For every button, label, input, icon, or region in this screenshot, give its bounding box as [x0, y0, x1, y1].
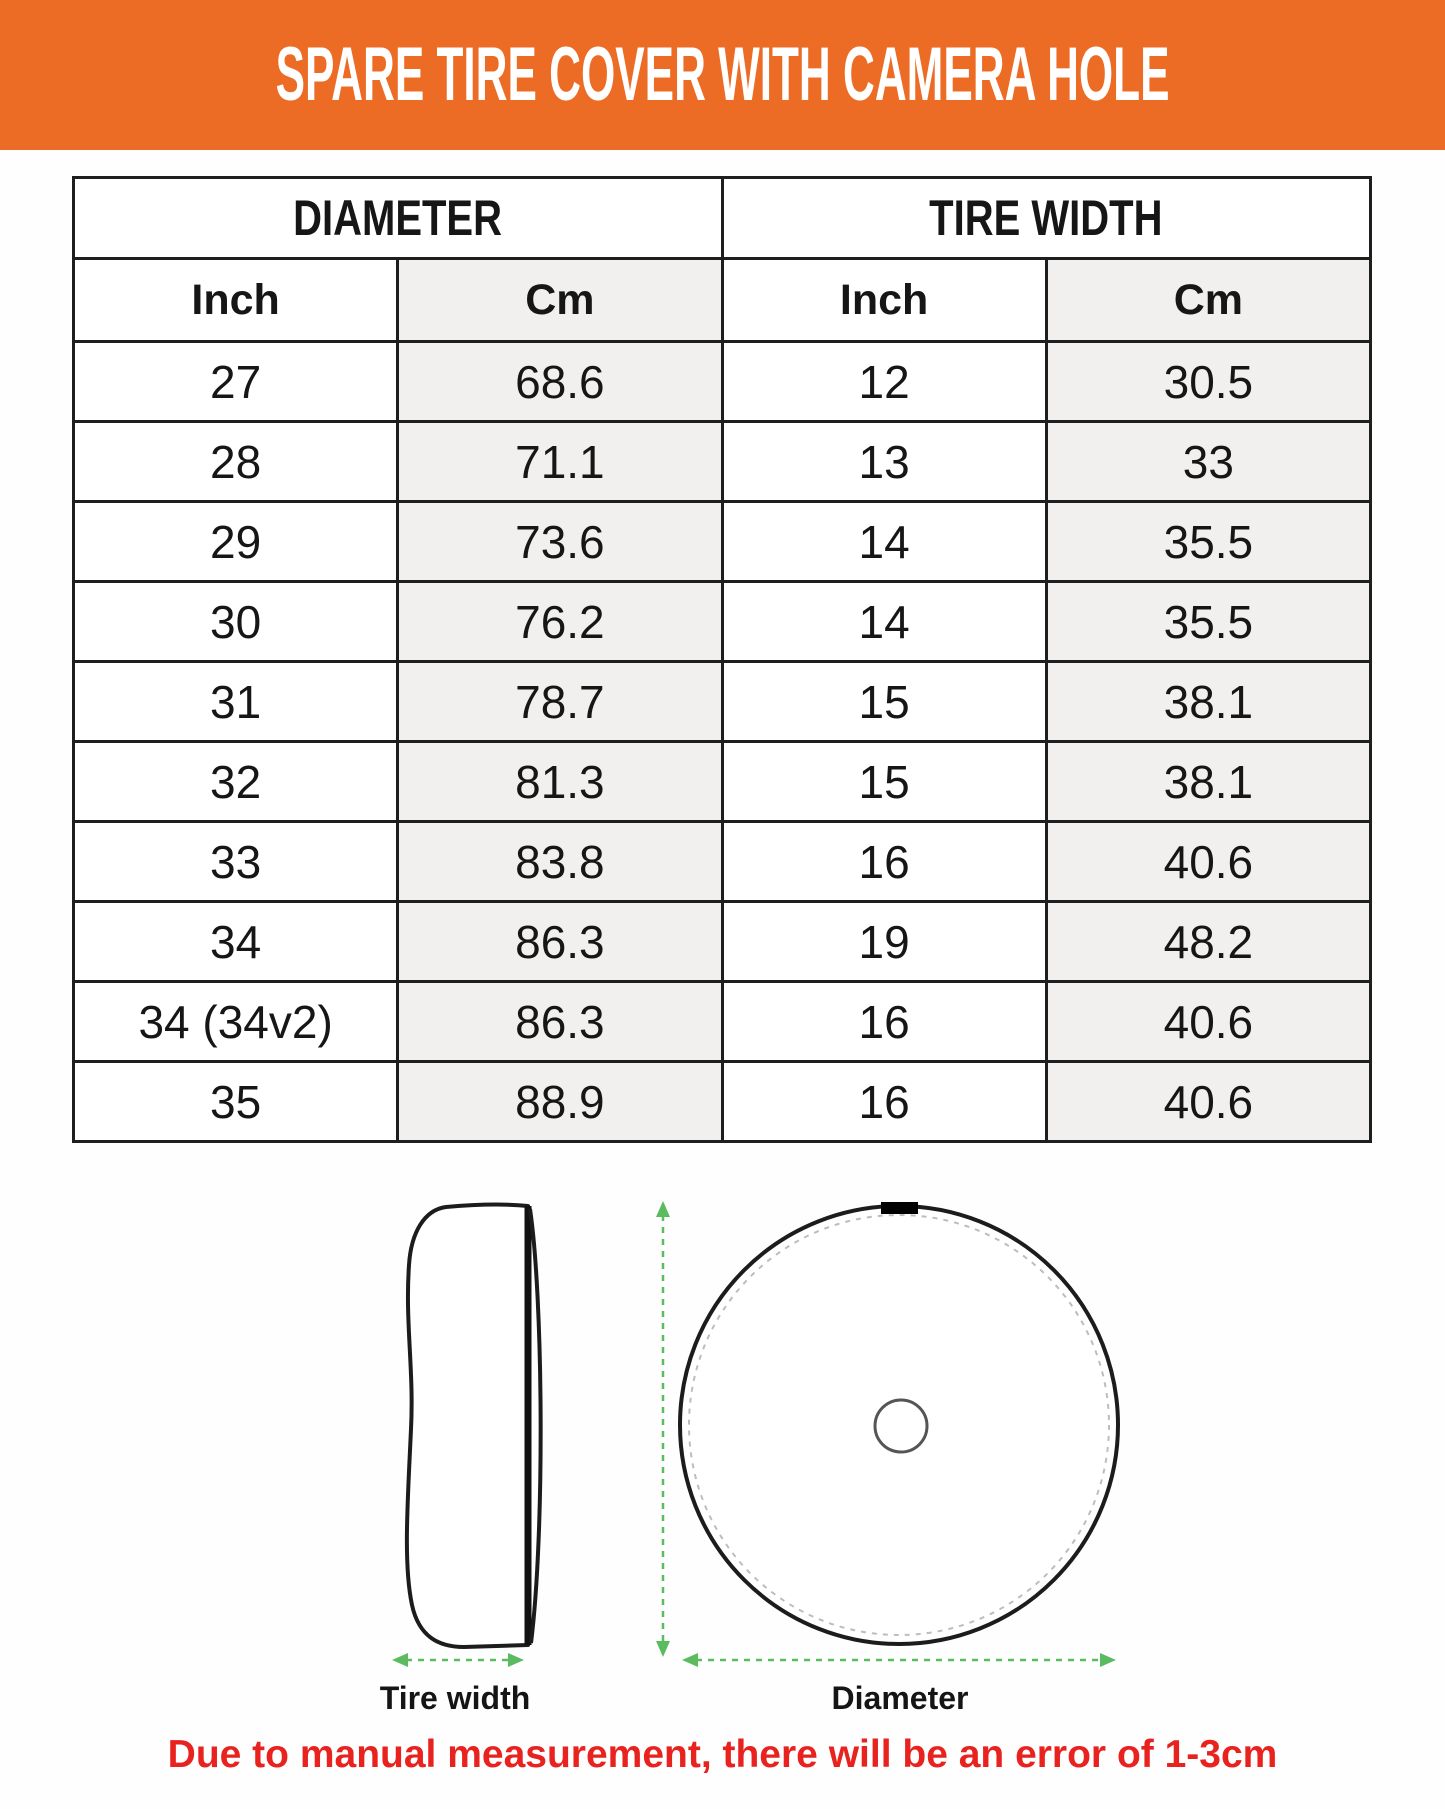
inch-value-cell: 31 — [74, 662, 398, 742]
cm-value-cell: 38.1 — [1046, 742, 1370, 822]
tire-front-view-icon — [676, 1202, 1122, 1648]
measurement-error-note: Due to manual measurement, there will be an error of 1-3cm — [167, 1733, 1278, 1776]
inch-value-cell: 30 — [74, 582, 398, 662]
group-header-row — [74, 178, 1371, 259]
table-row — [74, 502, 1371, 582]
cm-value-cell: 88.9 — [398, 1062, 722, 1142]
hanger-tab — [881, 1202, 918, 1214]
cm-value-cell: 40.6 — [1046, 822, 1370, 902]
diameter-cm-header: Cm — [398, 259, 722, 342]
cm-value-cell: 86.3 — [398, 902, 722, 982]
tire-width-arrow-icon — [392, 1651, 524, 1669]
inch-value-cell: 15 — [722, 742, 1046, 822]
inch-value-cell: 19 — [722, 902, 1046, 982]
inch-value-cell: 28 — [74, 422, 398, 502]
inch-value-cell: 13 — [722, 422, 1046, 502]
cm-value-cell: 68.6 — [398, 342, 722, 422]
inch-value-cell: 16 — [722, 822, 1046, 902]
cm-value-cell: 35.5 — [1046, 502, 1370, 582]
inch-value-cell: 12 — [722, 342, 1046, 422]
header-banner — [0, 0, 1445, 150]
diameter-group-header — [74, 178, 723, 259]
table-row — [74, 742, 1371, 822]
table-row — [74, 1062, 1371, 1142]
inch-value-cell: 16 — [722, 1062, 1046, 1142]
page-title: SPARE TIRE COVER WITH CAMERA HOLE — [275, 32, 1170, 117]
table-row — [74, 662, 1371, 742]
camera-hole-icon — [875, 1400, 927, 1452]
table-row — [74, 982, 1371, 1062]
diameter-label: Diameter — [831, 1680, 969, 1716]
table-row — [74, 822, 1371, 902]
tire-width-inch-header: Inch — [722, 259, 1046, 342]
table-row — [74, 342, 1371, 422]
cm-value-cell: 40.6 — [1046, 982, 1370, 1062]
diameter-inch-header: Inch — [74, 259, 398, 342]
inch-value-cell: 35 — [74, 1062, 398, 1142]
sub-header-row — [74, 259, 1371, 342]
table-row — [74, 582, 1371, 662]
diagram-section — [0, 1143, 1445, 1805]
inch-value-cell: 34 — [74, 902, 398, 982]
tire-width-label: Tire width — [379, 1680, 531, 1716]
table-row — [74, 422, 1371, 502]
inch-value-cell: 34 (34v2) — [74, 982, 398, 1062]
cm-value-cell: 38.1 — [1046, 662, 1370, 742]
cm-value-cell: 33 — [1046, 422, 1370, 502]
cm-value-cell: 48.2 — [1046, 902, 1370, 982]
inch-value-cell: 14 — [722, 502, 1046, 582]
inch-value-cell: 15 — [722, 662, 1046, 742]
tire-side-view-icon — [390, 1201, 548, 1651]
cm-value-cell: 35.5 — [1046, 582, 1370, 662]
cm-value-cell: 78.7 — [398, 662, 722, 742]
cm-value-cell: 73.6 — [398, 502, 722, 582]
inch-value-cell: 32 — [74, 742, 398, 822]
tire-width-cm-header: Cm — [1046, 259, 1370, 342]
inch-value-cell: 29 — [74, 502, 398, 582]
table-body — [74, 342, 1371, 1142]
table-row — [74, 902, 1371, 982]
inch-value-cell: 27 — [74, 342, 398, 422]
diameter-group-header-label: DIAMETER — [293, 190, 503, 246]
cm-value-cell: 81.3 — [398, 742, 722, 822]
size-chart-table — [72, 176, 1372, 1143]
cm-value-cell: 86.3 — [398, 982, 722, 1062]
cm-value-cell: 71.1 — [398, 422, 722, 502]
cm-value-cell: 76.2 — [398, 582, 722, 662]
tire-width-group-header-label: TIRE WIDTH — [929, 190, 1163, 246]
height-arrow-icon — [654, 1201, 672, 1657]
inch-value-cell: 16 — [722, 982, 1046, 1062]
cm-value-cell: 40.6 — [1046, 1062, 1370, 1142]
cm-value-cell: 30.5 — [1046, 342, 1370, 422]
inch-value-cell: 33 — [74, 822, 398, 902]
cm-value-cell: 83.8 — [398, 822, 722, 902]
diameter-arrow-icon — [682, 1651, 1116, 1669]
inch-value-cell: 14 — [722, 582, 1046, 662]
tire-width-group-header — [722, 178, 1371, 259]
